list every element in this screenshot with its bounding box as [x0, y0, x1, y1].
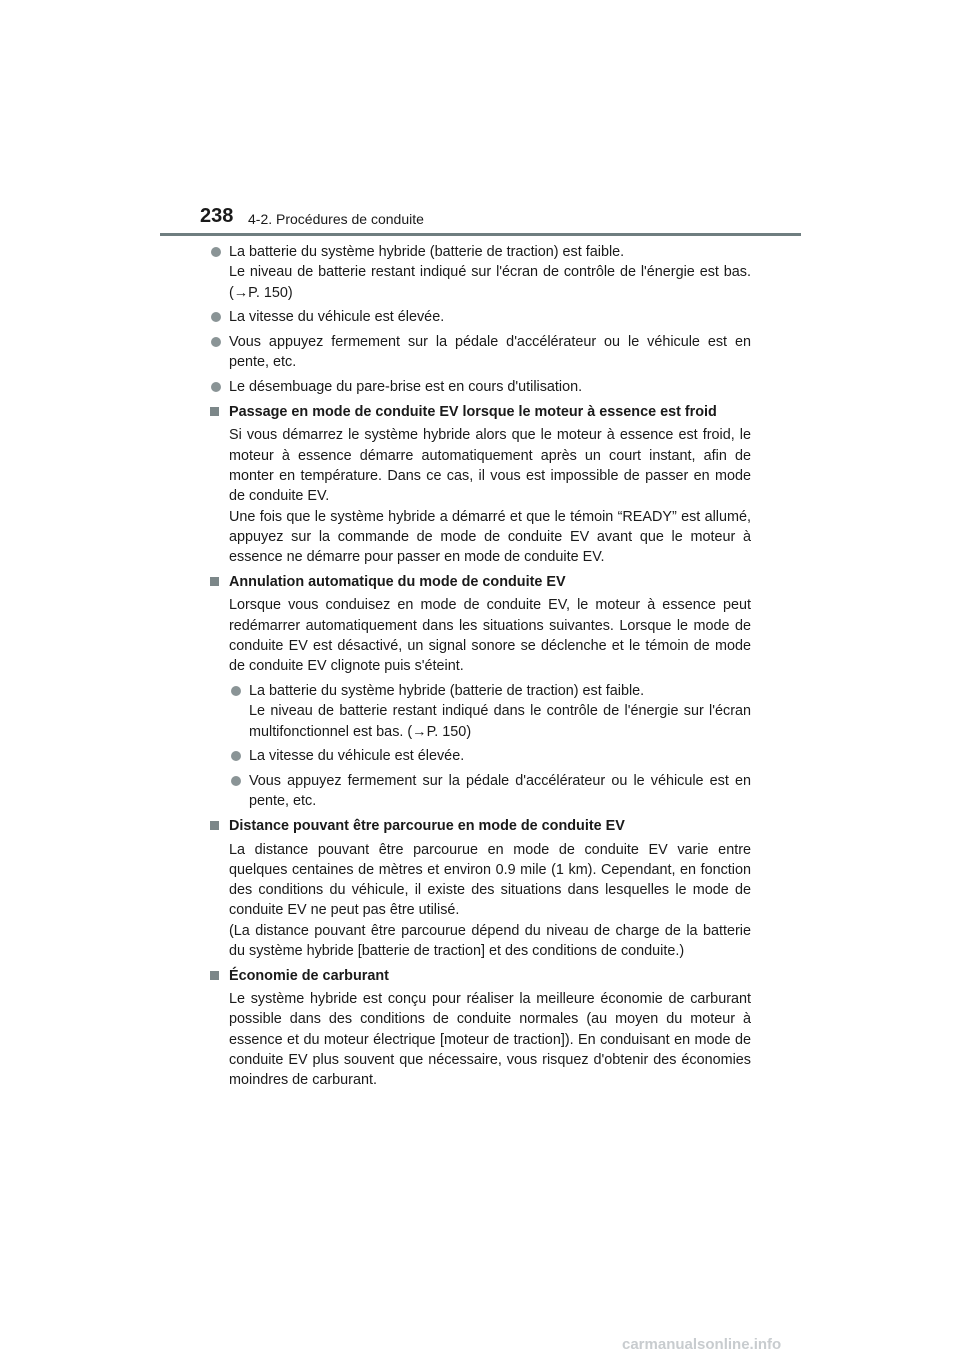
bullet-text: Vous appuyez fermement sur la pédale d'accélérateur ou le véhicule est en pente, etc. [229, 334, 751, 371]
paragraph-text: Le système hybride est conçu pour réaliser la meilleure économie de carburant possible dans des conditions de conduite normales (au moyen du moteur à essence et du moteur électrique [moteur de traction]). En conduisant en mode de conduite EV plus souvent que nécessaire, vous risquez d'obtenir des économies moindres de carburant. [229, 991, 751, 1089]
bullet-text: Vous appuyez fermement sur la pédale d'accélérateur ou le véhicule est en pente, etc. [249, 773, 751, 810]
heading-square-icon [210, 821, 219, 830]
heading-square-icon [210, 407, 219, 416]
heading-text: Passage en mode de conduite EV lorsque le moteur à essence est froid [229, 404, 717, 421]
heading-text: Économie de carburant [229, 967, 389, 984]
bullet-text: La vitesse du véhicule est élevée. [229, 309, 445, 326]
bullet-dot-icon [211, 247, 221, 257]
bullet-text: La batterie du système hybride (batterie de traction) est faible. [229, 244, 625, 260]
heading-text: Annulation automatique du mode de conduite EV [229, 573, 566, 590]
list-item [209, 332, 751, 373]
list-item [229, 681, 751, 742]
paragraph-text: Si vous démarrez le système hybride alors que le moteur à essence est froid, le moteur à essence démarre automatiquement après un court instant, afin de monter en température. Dans ce cas, il vous est impossible de passer en mode de conduite EV. [229, 427, 751, 505]
section-heading-cold-engine [209, 402, 751, 422]
header-divider [160, 233, 801, 236]
section-heading-distance [209, 816, 751, 836]
bullet-dot-icon [231, 686, 241, 696]
paragraph-text: La distance pouvant être parcourue en mode de conduite EV varie entre quelques centaines de mètres et environ 0.9 mile (1 km). Cependant, en fonction des conditions du véhicule, il existe des situations dans lesquelles le mode de conduite EV ne peut pas être utilisé. [229, 841, 751, 919]
bullet-text: Le niveau de batterie restant indiqué dans le contrôle de l'énergie sur l'écran multifonctionnel est bas. (→P. 150) [249, 703, 751, 740]
bullet-dot-icon [231, 751, 241, 761]
bullet-dot-icon [231, 776, 241, 786]
page-content [209, 242, 751, 1095]
list-item [229, 771, 751, 812]
bullet-text: Le niveau de batterie restant indiqué sur l'écran de contrôle de l'énergie est bas. (→P. 150) [229, 264, 751, 301]
heading-square-icon [210, 577, 219, 586]
paragraph [209, 989, 751, 1090]
heading-square-icon [210, 971, 219, 980]
list-item [209, 377, 751, 397]
paragraph [209, 840, 751, 962]
page-number: 238 [200, 205, 234, 227]
paragraph-text: Lorsque vous conduisez en mode de conduite EV, le moteur à essence peut redémarrer automatiquement dans les situations suivantes. Lorsque le mode de conduite EV est désactivé, un signal sonore se déclenche et le témoin de mode de conduite EV clignote puis s'éteint. [229, 597, 751, 675]
list-item [229, 746, 751, 766]
paragraph [209, 595, 751, 676]
paragraph [209, 425, 751, 567]
bullet-dot-icon [211, 312, 221, 322]
list-item [209, 307, 751, 327]
heading-text: Distance pouvant être parcourue en mode de conduite EV [229, 818, 625, 835]
page-header [200, 205, 800, 235]
paragraph-text: Une fois que le système hybride a démarré et que le témoin “READY” est allumé, appuyez sur la commande de mode de conduite EV avant que le moteur à essence ne démarre pour passer en mode de conduite EV. [229, 508, 751, 566]
bullet-dot-icon [211, 337, 221, 347]
bullet-dot-icon [211, 382, 221, 392]
paragraph-text: (La distance pouvant être parcourue dépend du niveau de charge de la batterie du système hybride [batterie de traction] et des conditions de conduite.) [229, 922, 751, 959]
list-item [209, 242, 751, 303]
bullet-text: La vitesse du véhicule est élevée. [249, 748, 465, 765]
watermark-text: carmanualsonline.info [622, 1336, 782, 1353]
section-heading-auto-cancel [209, 572, 751, 592]
bullet-text: La batterie du système hybride (batterie de traction) est faible. [249, 682, 645, 699]
bullet-text: Le désembuage du pare-brise est en cours d'utilisation. [229, 379, 583, 396]
section-heading-economy [209, 966, 751, 986]
section-title: 4-2. Procédures de conduite [248, 211, 424, 227]
